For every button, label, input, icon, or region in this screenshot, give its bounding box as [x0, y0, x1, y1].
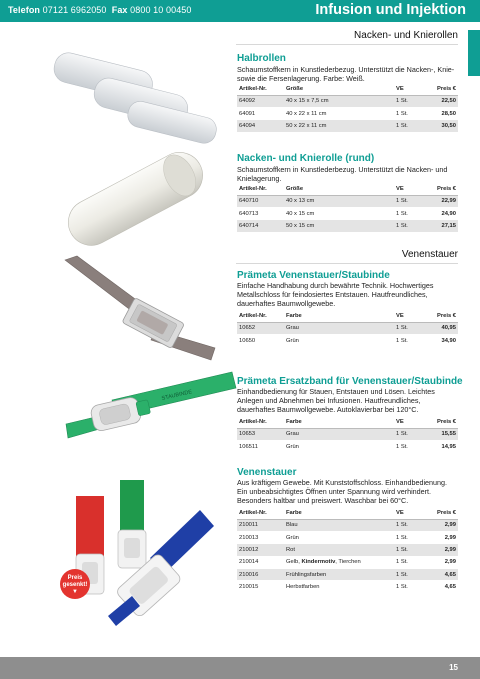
price-cell: 22,50 — [428, 95, 458, 107]
col-artnr: Artikel-Nr. — [237, 183, 284, 195]
table-row — [237, 107, 458, 119]
page-number: 15 — [449, 663, 458, 672]
color-cell: Frühlingsfarben — [284, 569, 394, 581]
price-cell: 4,65 — [428, 581, 458, 593]
col-price: Preis € — [428, 416, 458, 428]
col-size: Größe — [284, 183, 394, 195]
color-cell: Grün — [284, 334, 394, 346]
product-description: Aus kräftigem Gewebe. Mit Kunststoffschloss. Einhandbedienung. Ein unbeabsichtigtes Öffnen unter Spannung wird verhindert. Besonders haltbar und preiswert. Waschbar bei 60°C. — [237, 478, 448, 505]
price-cell: 2,99 — [428, 544, 458, 556]
table-row — [237, 334, 458, 346]
col-artnr: Artikel-Nr. — [237, 507, 284, 519]
artnr-cell: 210013 — [237, 531, 284, 543]
table-row — [237, 220, 458, 232]
product-description: Schaumstoffkern in Kunstlederbezug. Unterstützt die Nacken- und Knielagerung. — [237, 165, 448, 183]
color-cell: Grün — [284, 440, 394, 452]
badge-line-2: gesenkt! — [62, 582, 88, 588]
grey-tourniquet-image — [55, 252, 225, 372]
artnr-cell: 64094 — [237, 120, 284, 132]
color-text-bold: Kindermotiv — [301, 559, 336, 566]
col-price: Preis € — [428, 183, 458, 195]
table-row — [237, 519, 458, 531]
price-cell: 4,65 — [428, 569, 458, 581]
phone-number: 07121 6962050 — [42, 5, 107, 15]
ve-cell: 1 St. — [394, 440, 428, 452]
price-cell: 2,99 — [428, 556, 458, 568]
size-cell: 40 x 13 cm — [284, 195, 394, 207]
table-row — [237, 195, 458, 207]
artnr-cell: 640713 — [237, 207, 284, 219]
col-color: Farbe — [284, 507, 394, 519]
phone-label: Telefon — [8, 5, 41, 15]
price-cell: 14,95 — [428, 440, 458, 452]
price-cell: 24,90 — [428, 207, 458, 219]
ve-cell: 1 St. — [394, 107, 428, 119]
product-table — [237, 310, 458, 347]
artnr-cell: 64091 — [237, 107, 284, 119]
col-ve: VE — [394, 83, 428, 95]
color-cell: Herbstfarben — [284, 581, 394, 593]
table-row — [237, 120, 458, 132]
table-header-row — [237, 83, 458, 95]
price-cell: 28,50 — [428, 107, 458, 119]
page-title: Infusion und Injektion — [315, 2, 466, 18]
table-row — [237, 556, 458, 568]
artnr-cell: 210016 — [237, 569, 284, 581]
artnr-cell: 210012 — [237, 544, 284, 556]
ve-cell: 1 St. — [394, 428, 428, 440]
table-header-row — [237, 416, 458, 428]
col-artnr: Artikel-Nr. — [237, 416, 284, 428]
ve-cell: 1 St. — [394, 120, 428, 132]
product-title: Nacken- und Knierolle (rund) — [237, 153, 375, 164]
down-arrow-icon: ▼ — [72, 589, 78, 595]
size-cell: 40 x 22 x 11 cm — [284, 107, 394, 119]
product-description: Schaumstoffkern in Kunstlederbezug. Unterstützt die Nacken-, Knie- sowie die Fersenlagerung. Farbe: Weiß. — [237, 65, 455, 83]
table-header-row — [237, 183, 458, 195]
product-title: Venenstauer — [237, 467, 297, 478]
artnr-cell: 106511 — [237, 440, 284, 452]
price-cell: 30,50 — [428, 120, 458, 132]
table-row — [237, 569, 458, 581]
table-row — [237, 544, 458, 556]
table-row — [237, 531, 458, 543]
table-row — [237, 428, 458, 440]
price-cell: 2,99 — [428, 519, 458, 531]
col-price: Preis € — [428, 310, 458, 322]
col-ve: VE — [394, 310, 428, 322]
artnr-cell: 210014 — [237, 556, 284, 568]
col-ve: VE — [394, 416, 428, 428]
ve-cell: 1 St. — [394, 207, 428, 219]
product-description: Einhandbedienung für Stauen, Entstauen und Lösen. Leichtes Anlegen und Abnehmen bei Infusionen. Hautfreundliches, dauerhaftes Baumwollgewebe. Autoklavierbar bei 120°C. — [237, 387, 435, 414]
price-cell: 27,15 — [428, 220, 458, 232]
product-table — [237, 507, 458, 594]
half-roll-image — [45, 48, 225, 153]
size-cell: 40 x 15 x 7,5 cm — [284, 95, 394, 107]
col-price: Preis € — [428, 83, 458, 95]
artnr-cell: 640714 — [237, 220, 284, 232]
product-table — [237, 416, 458, 453]
color-cell: Grau — [284, 428, 394, 440]
color-cell: Rot — [284, 544, 394, 556]
ve-cell: 1 St. — [394, 220, 428, 232]
price-cell: 22,99 — [428, 195, 458, 207]
product-table — [237, 183, 458, 233]
color-text: Gelb, — [286, 559, 302, 566]
col-price: Preis € — [428, 507, 458, 519]
price-reduced-badge — [60, 569, 90, 599]
section-divider — [236, 263, 458, 264]
page-footer — [0, 657, 480, 679]
price-cell: 40,95 — [428, 322, 458, 334]
table-row — [237, 95, 458, 107]
size-cell: 50 x 15 cm — [284, 220, 394, 232]
col-artnr: Artikel-Nr. — [237, 310, 284, 322]
col-ve: VE — [394, 507, 428, 519]
price-cell: 2,99 — [428, 531, 458, 543]
table-row — [237, 440, 458, 452]
ve-cell: 1 St. — [394, 531, 428, 543]
table-row — [237, 207, 458, 219]
ve-cell: 1 St. — [394, 322, 428, 334]
ve-cell: 1 St. — [394, 195, 428, 207]
artnr-cell: 210011 — [237, 519, 284, 531]
col-color: Farbe — [284, 310, 394, 322]
table-header-row — [237, 310, 458, 322]
size-cell: 50 x 22 x 11 cm — [284, 120, 394, 132]
table-row — [237, 322, 458, 334]
color-cell: Grün — [284, 531, 394, 543]
badge-line-1: Preis — [67, 575, 83, 581]
color-text: , Tierchen — [335, 559, 361, 566]
table-header-row — [237, 507, 458, 519]
col-size: Größe — [284, 83, 394, 95]
round-roll-image — [60, 148, 210, 253]
table-row — [237, 581, 458, 593]
product-title: Prämeta Venenstauer/Staubinde — [237, 270, 390, 281]
color-cell: Blau — [284, 519, 394, 531]
color-cell: Grau — [284, 322, 394, 334]
size-cell: 40 x 15 cm — [284, 207, 394, 219]
section-heading-tourniquets: Venenstauer — [401, 249, 458, 260]
product-table — [237, 83, 458, 133]
col-artnr: Artikel-Nr. — [237, 83, 284, 95]
section-divider — [236, 44, 458, 45]
product-title: Prämeta Ersatzband für Venenstauer/Staubinde — [237, 376, 463, 387]
ve-cell: 1 St. — [394, 544, 428, 556]
ve-cell: 1 St. — [394, 569, 428, 581]
fax-number: 0800 10 00450 — [130, 5, 192, 15]
col-color: Farbe — [284, 416, 394, 428]
artnr-cell: 210015 — [237, 581, 284, 593]
top-bar — [0, 0, 480, 22]
green-strap-image — [52, 370, 237, 455]
ve-cell: 1 St. — [394, 519, 428, 531]
col-ve: VE — [394, 183, 428, 195]
artnr-cell: 10653 — [237, 428, 284, 440]
artnr-cell: 10652 — [237, 322, 284, 334]
section-heading-rolls: Nacken- und Knierollen — [354, 30, 458, 41]
ve-cell: 1 St. — [394, 95, 428, 107]
ve-cell: 1 St. — [394, 334, 428, 346]
artnr-cell: 10650 — [237, 334, 284, 346]
artnr-cell: 64092 — [237, 95, 284, 107]
product-title: Halbrollen — [237, 53, 286, 64]
artnr-cell: 640710 — [237, 195, 284, 207]
ve-cell: 1 St. — [394, 556, 428, 568]
fax-label: Fax — [111, 5, 128, 15]
strap-print: STAUBINDE — [161, 389, 193, 402]
colored-tourniquets-image — [62, 476, 222, 646]
price-cell: 34,90 — [428, 334, 458, 346]
ve-cell: 1 St. — [394, 581, 428, 593]
side-tab-marker — [468, 30, 480, 76]
contact-line — [8, 5, 192, 15]
color-cell — [284, 556, 394, 568]
price-cell: 15,55 — [428, 428, 458, 440]
product-description: Einfache Handhabung durch bewährte Technik. Hochwertiges Metallschloss für feindosiertes Entstauen. Hautfreundliches, dauerhaftes Baumwollgewebe. — [237, 281, 434, 308]
